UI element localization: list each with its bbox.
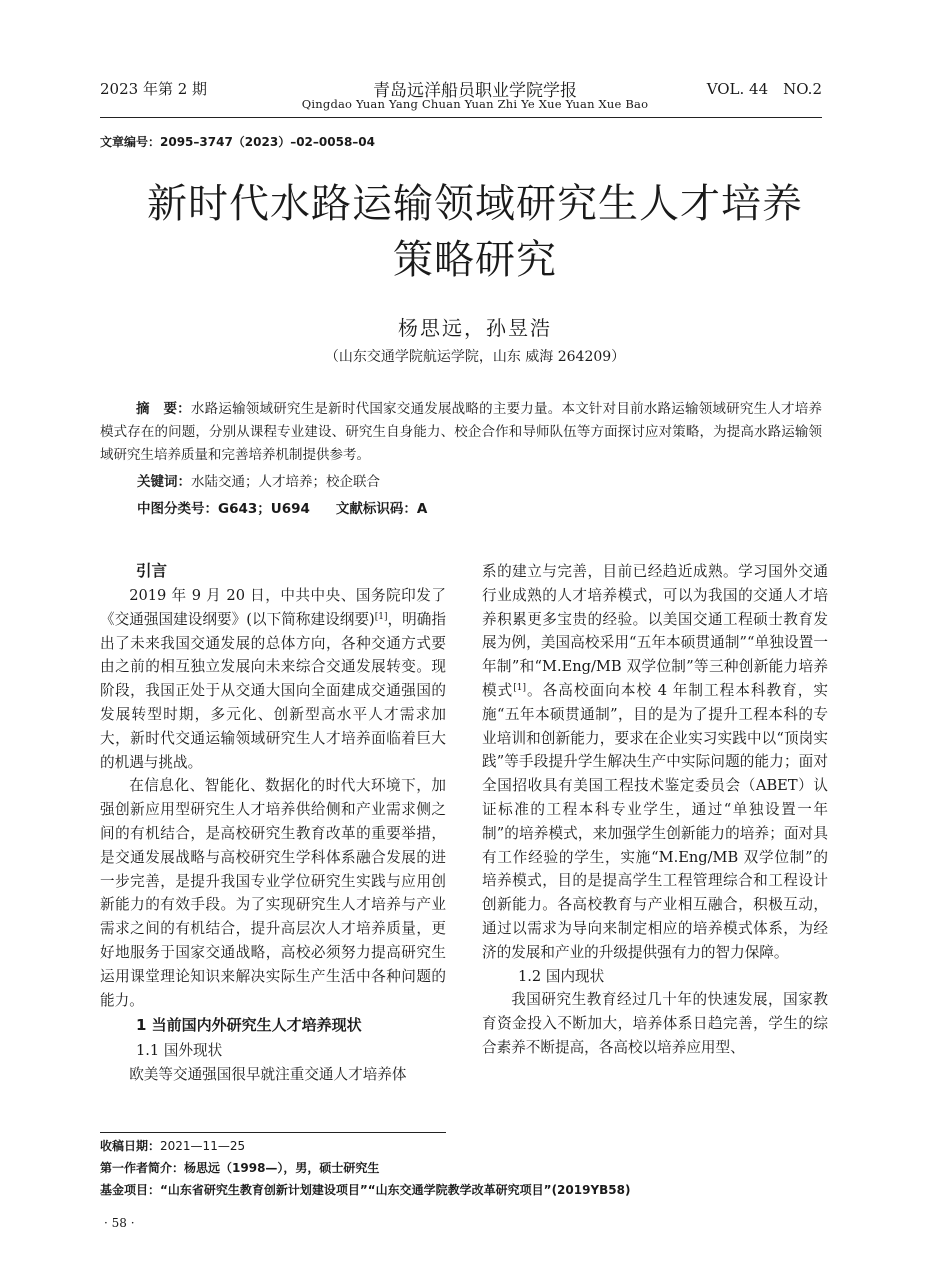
footnote-value: 2021—11—25 (160, 1139, 246, 1153)
citation-ref: [1] (374, 611, 388, 622)
abstract-text: 水路运输领域研究生是新时代国家交通发展战略的主要力量。本文针对目前水路运输领域研究生人才培养模式存在的问题，分别从课程专业建设、研究生自身能力、校企合作和导师队伍等方面探讨应对策略，为提高水路运输领域研究生培养质量和完善培养机制提供参考。 (100, 401, 823, 463)
doc-code-value: A (416, 501, 428, 517)
paragraph-text: 2019 年 9 月 20 日，中共中央、国务院印发了《交通强国建设纲要》(以下简称建设纲要) (100, 587, 446, 628)
paragraph: 欧美等交通强国很早就注重交通人才培养体 (129, 1066, 407, 1084)
article-number: 文章编号：2095–3747（2023）–02–0058–04 (100, 135, 375, 149)
paragraph-text: 。各高校面向本校 4 年制工程本科教育，实施“五年本硕贯通制”，目的是为了提升工程本科的专业培训和创新能力，要求在企业实习实践中以“顶岗实践”等手段提升学生解决生产中实际问题的能力；面对全国招收具有美国工程技术鉴定委员会（ABET）认证标准的工程本科专业学生，通过“单独设置一年制”的培养模式，来加强学生创新能力的培养；面对具有工作经验的学生，实施“M.Eng/MB 双学位制”的培养模式，目的是提高学生工程管理综合和工程设计创新能力。各高校教育与产业相互融合，积极互动，通过以需求为导向来制定相应的培养模式体系，为经济的发展和产业的升级提供强有力的智力保障。 (482, 681, 828, 961)
header-rule (100, 117, 822, 118)
classification (137, 497, 427, 517)
authors: 杨思远，孙昱浩 (398, 316, 552, 340)
paragraph: 在信息化、智能化、数据化的时代大环境下，加强创新应用型研究生人才培养供给侧和产业需求侧之间的有机结合，是高校研究生教育改革的重要举措，是交通发展战略与高校研究生学科体系融合发展的进一步完善，是提升我国专业学位研究生实践与应用创新能力的有效手段。为了实现研究生人才培养与产业需求之间的有机结合，提升高层次人才培养质量，更好地服务于国家交通战略，高校必须努力提高研究生运用课堂理论知识来解决实际生产生活中各种问题的能力。 (100, 777, 446, 1009)
title-line-2: 策略研究 (393, 237, 557, 283)
footnote-value: 杨思远（1998—），男，硕士研究生 (184, 1161, 380, 1175)
section-heading-1-2: 1.2 国内现状 (518, 967, 605, 985)
title-line-1: 新时代水路运输领域研究生人才培养 (147, 181, 803, 227)
paragraph-text: ，明确指出了未来我国交通发展的总体方向，各种交通方式要由之前的相互独立发展向未来综合交通发展转变。现阶段，我国正处于从交通大国向全面建成交通强国的发展转型时期，多元化、创新型高水平人才需求加大，新时代交通运输领域研究生人才培养面临着巨大的机遇与挑战。 (100, 610, 446, 771)
abstract (100, 398, 822, 467)
keywords-text: 水陆交通；人才培养；校企联合 (191, 474, 380, 490)
footnote-label: 收稿日期： (100, 1139, 161, 1153)
footnote-author (100, 1159, 379, 1176)
header-issue: 2023 年第 2 期 (100, 80, 208, 98)
abstract-label: 摘 要： (136, 401, 191, 417)
section-heading-1-1: 1.1 国外现状 (136, 1042, 223, 1060)
header-volume: VOL. 44 NO.2 (706, 80, 822, 98)
doc-code-label: 文献标识码： (335, 501, 417, 517)
keywords (137, 470, 380, 490)
clc-label: 中图分类号： (137, 501, 218, 517)
body-column-right (482, 560, 828, 1060)
header-journal-cn: 青岛远洋船员职业学院学报 (373, 81, 577, 101)
footnote-received (100, 1137, 245, 1154)
section-heading-intro: 引言 (136, 562, 168, 580)
footnote-label: 第一作者简介： (100, 1161, 185, 1175)
footnote-fund (100, 1181, 630, 1198)
footnote-value: “山东省研究生教育创新计划建设项目”“山东交通学院教学改革研究项目”(2019YB58) (160, 1183, 631, 1197)
paragraph (100, 584, 446, 774)
affiliation: （山东交通学院航运学院，山东 威海 264209） (324, 349, 626, 365)
footnote-label: 基金项目： (100, 1183, 161, 1197)
clc-value: G643；U694 (218, 501, 310, 517)
paragraph-text: 系的建立与完善，目前已经趋近成熟。学习国外交通行业成熟的人才培养模式，可以为我国的交通人才培养积累更多宝贵的经验。以美国交通工程硕士教育发展为例，美国高校采用“五年本硕贯通制”“单独设置一年制”和“M.Eng/MB 双学位制”等三种创新能力培养模式 (482, 563, 828, 699)
page-number: · 58 · (104, 1216, 135, 1230)
paragraph (482, 560, 828, 965)
paragraph: 我国研究生教育经过几十年的快速发展，国家教育资金投入不断加大，培养体系日趋完善，学生的综合素养不断提高，各高校以培养应用型、 (482, 991, 828, 1056)
section-heading-1: 1 当前国内外研究生人才培养现状 (136, 1016, 362, 1035)
footnote-rule (100, 1132, 446, 1133)
keywords-label: 关键词： (137, 474, 191, 490)
header-journal-en: Qingdao Yuan Yang Chuan Yuan Zhi Ye Xue Yuan Xue Bao (301, 97, 649, 111)
citation-ref: [1] (513, 682, 527, 693)
body-column-left (100, 558, 446, 1087)
paper-title (60, 176, 890, 288)
